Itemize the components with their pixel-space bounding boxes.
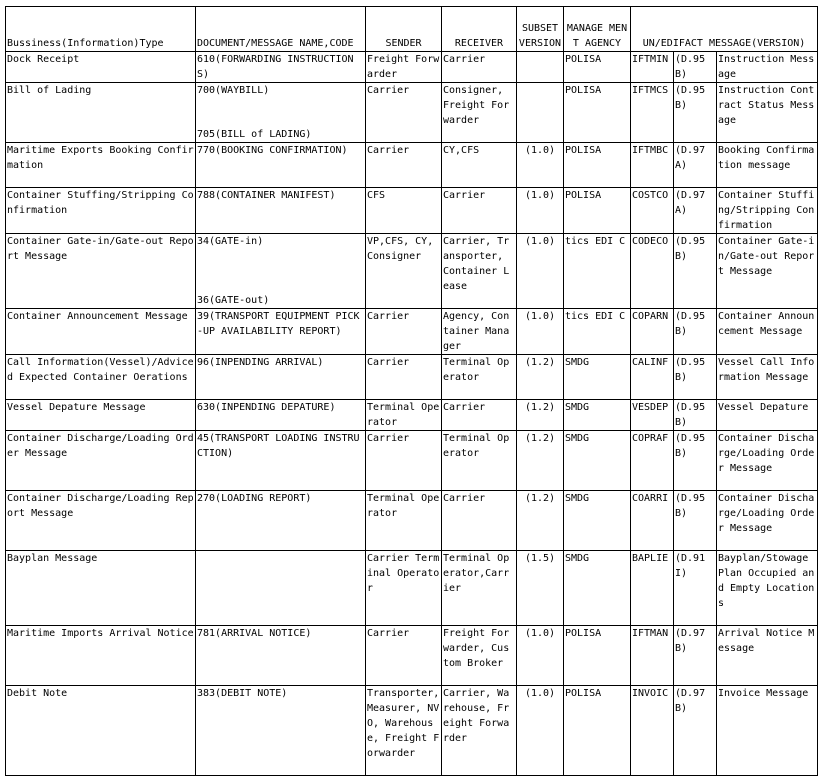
cell-business-type: Container Gate-in/Gate-out Report Message [6, 234, 196, 309]
document-code: 39(TRANSPORT EQUIPMENT PICK-UP AVAILABILITY REPORT) [197, 311, 360, 337]
cell-business-type: Maritime Imports Arrival Notice [6, 626, 196, 686]
cell-message-description: Container Discharge/Loading Order Message [717, 491, 818, 551]
header-business-type: Bussiness(Information)Type [6, 7, 196, 52]
cell-message-description: Vessel Call Information Message [717, 355, 818, 400]
document-code: 700(WAYBILL) [197, 85, 270, 96]
cell-receiver: Carrier [442, 491, 517, 551]
cell-subset-version: (1.2) [517, 491, 564, 551]
cell-document-name [196, 83, 366, 143]
cell-receiver: Consigner, Freight Forwarder [442, 83, 517, 143]
document-code: 45(TRANSPORT LOADING INSTRUCTION) [197, 433, 360, 459]
cell-message-code: COSTCO [631, 188, 674, 234]
cell-sender: Freight Forwarder [366, 52, 442, 83]
table-body [6, 52, 818, 776]
cell-message-description: Container Stuffing/Stripping Confirmation [717, 188, 818, 234]
table-row [6, 309, 818, 355]
cell-receiver: Terminal Operator [442, 431, 517, 491]
cell-document-name [196, 309, 366, 355]
cell-document-name [196, 188, 366, 234]
table-row [6, 551, 818, 626]
cell-subset-version: (1.2) [517, 400, 564, 431]
cell-document-name [196, 400, 366, 431]
document-code: 270(LOADING REPORT) [197, 493, 312, 504]
cell-document-name [196, 551, 366, 626]
cell-management-agency: SMDG [564, 355, 631, 400]
cell-management-agency: POLISA [564, 626, 631, 686]
cell-message-code: IFTMBC [631, 143, 674, 188]
document-code: 770(BOOKING CONFIRMATION) [197, 145, 348, 156]
document-code-secondary: 36(GATE-out) [197, 295, 270, 306]
cell-message-description: Vessel Depature [717, 400, 818, 431]
cell-subset-version [517, 83, 564, 143]
document-code: 34(GATE-in) [197, 236, 264, 247]
cell-message-code: COPARN [631, 309, 674, 355]
table-row [6, 431, 818, 491]
cell-message-version: (D.97A) [674, 143, 717, 188]
cell-business-type: Debit Note [6, 686, 196, 776]
table-row [6, 188, 818, 234]
table-row [6, 400, 818, 431]
table-row [6, 234, 818, 309]
cell-message-version: (D.91I) [674, 551, 717, 626]
header-unedifact-message: UN/EDIFACT MESSAGE(VERSION) [631, 7, 818, 52]
cell-subset-version: (1.2) [517, 431, 564, 491]
cell-subset-version: (1.5) [517, 551, 564, 626]
table-row [6, 626, 818, 686]
cell-subset-version: (1.2) [517, 355, 564, 400]
cell-message-code: VESDEP [631, 400, 674, 431]
header-receiver: RECEIVER [442, 7, 517, 52]
cell-business-type: Vessel Depature Message [6, 400, 196, 431]
cell-message-description: Container Gate-in/Gate-out Report Message [717, 234, 818, 309]
cell-business-type: Bayplan Message [6, 551, 196, 626]
cell-sender: Terminal Operator [366, 400, 442, 431]
cell-sender: Transporter, Measurer, NVO, Warehouse, Freight Forwarder [366, 686, 442, 776]
cell-sender: Carrier [366, 626, 442, 686]
cell-document-name [196, 143, 366, 188]
cell-message-version: (D.95B) [674, 431, 717, 491]
cell-sender: Carrier [366, 431, 442, 491]
cell-message-version: (D.95B) [674, 52, 717, 83]
cell-message-version: (D.97B) [674, 626, 717, 686]
header-row [6, 7, 818, 52]
cell-message-code: BAPLIE [631, 551, 674, 626]
cell-business-type: Container Discharge/Loading Report Message [6, 491, 196, 551]
cell-management-agency: tics EDI C [564, 309, 631, 355]
table-row [6, 83, 818, 143]
document-code: 630(INPENDING DEPATURE) [197, 402, 336, 413]
cell-receiver: Freight Forwarder, Custom Broker [442, 626, 517, 686]
cell-message-description: Bayplan/Stowage Plan Occupied and Empty Locations [717, 551, 818, 626]
cell-subset-version: (1.0) [517, 234, 564, 309]
cell-message-description: Container Discharge/Loading Order Message [717, 431, 818, 491]
cell-sender: Carrier [366, 143, 442, 188]
cell-document-name [196, 491, 366, 551]
cell-receiver: Carrier [442, 52, 517, 83]
cell-message-description: Invoice Message [717, 686, 818, 776]
cell-management-agency: POLISA [564, 686, 631, 776]
table-row [6, 52, 818, 83]
edifact-message-table [5, 6, 818, 776]
cell-receiver: Carrier, Warehouse, Freight Forwarder [442, 686, 517, 776]
cell-business-type: Container Discharge/Loading Order Message [6, 431, 196, 491]
cell-management-agency: SMDG [564, 491, 631, 551]
table-row [6, 355, 818, 400]
cell-sender: Carrier [366, 83, 442, 143]
header-subset-version: SUBSET VERSION [517, 7, 564, 52]
cell-message-code: CODECO [631, 234, 674, 309]
cell-document-name [196, 626, 366, 686]
cell-message-code: COPRAF [631, 431, 674, 491]
cell-document-name [196, 686, 366, 776]
cell-subset-version: (1.0) [517, 143, 564, 188]
cell-message-version: (D.95B) [674, 355, 717, 400]
document-code: 96(INPENDING ARRIVAL) [197, 357, 324, 368]
cell-receiver: Terminal Operator,Carrier [442, 551, 517, 626]
cell-management-agency: POLISA [564, 83, 631, 143]
cell-message-description: Instruction Message [717, 52, 818, 83]
cell-subset-version: (1.0) [517, 686, 564, 776]
cell-message-description: Container Announcement Message [717, 309, 818, 355]
cell-subset-version [517, 52, 564, 83]
document-code: 788(CONTAINER MANIFEST) [197, 190, 336, 201]
document-code-secondary: 705(BILL of LADING) [197, 129, 312, 140]
cell-message-version: (D.97B) [674, 686, 717, 776]
cell-management-agency: tics EDI C [564, 234, 631, 309]
table-row [6, 143, 818, 188]
cell-document-name [196, 234, 366, 309]
header-sender: SENDER [366, 7, 442, 52]
cell-document-name [196, 52, 366, 83]
cell-management-agency: SMDG [564, 431, 631, 491]
header-document-name: DOCUMENT/MESSAGE NAME,CODE [196, 7, 366, 52]
cell-receiver: Carrier [442, 188, 517, 234]
cell-sender: Carrier Terminal Operator [366, 551, 442, 626]
cell-message-version: (D.95B) [674, 491, 717, 551]
cell-sender: Terminal Operator [366, 491, 442, 551]
cell-message-version: (D.95B) [674, 83, 717, 143]
cell-message-version: (D.95B) [674, 400, 717, 431]
document-code: 383(DEBIT NOTE) [197, 688, 288, 699]
cell-receiver: Agency, Container Manager [442, 309, 517, 355]
cell-subset-version: (1.0) [517, 626, 564, 686]
cell-sender: CFS [366, 188, 442, 234]
cell-message-description: Arrival Notice Message [717, 626, 818, 686]
cell-business-type: Maritime Exports Booking Confirmation [6, 143, 196, 188]
cell-management-agency: SMDG [564, 400, 631, 431]
cell-message-code: IFTMAN [631, 626, 674, 686]
cell-receiver: Carrier, Transporter, Container Lease [442, 234, 517, 309]
cell-document-name [196, 431, 366, 491]
cell-receiver: CY,CFS [442, 143, 517, 188]
table-row [6, 491, 818, 551]
cell-management-agency: POLISA [564, 188, 631, 234]
cell-receiver: Carrier [442, 400, 517, 431]
cell-message-description: Booking Confirmation message [717, 143, 818, 188]
cell-business-type: Container Stuffing/Stripping Confirmation [6, 188, 196, 234]
cell-subset-version: (1.0) [517, 188, 564, 234]
document-code: 781(ARRIVAL NOTICE) [197, 628, 312, 639]
cell-message-code: COARRI [631, 491, 674, 551]
cell-business-type: Call Information(Vessel)/Adviced Expected Container Oerations [6, 355, 196, 400]
cell-message-code: INVOIC [631, 686, 674, 776]
cell-business-type: Dock Receipt [6, 52, 196, 83]
cell-message-description: Instruction Contract Status Message [717, 83, 818, 143]
cell-sender: Carrier [366, 309, 442, 355]
cell-management-agency: POLISA [564, 52, 631, 83]
cell-management-agency: POLISA [564, 143, 631, 188]
table-row [6, 686, 818, 776]
cell-sender: Carrier [366, 355, 442, 400]
cell-business-type: Bill of Lading [6, 83, 196, 143]
cell-sender: VP,CFS, CY, Consigner [366, 234, 442, 309]
cell-subset-version: (1.0) [517, 309, 564, 355]
document-code: 610(FORWARDING INSTRUCTIONS) [197, 54, 354, 80]
cell-business-type: Container Announcement Message [6, 309, 196, 355]
cell-document-name [196, 355, 366, 400]
cell-message-version: (D.95B) [674, 234, 717, 309]
cell-receiver: Terminal Operator [442, 355, 517, 400]
cell-message-code: IFTMCS [631, 83, 674, 143]
cell-message-code: IFTMIN [631, 52, 674, 83]
cell-message-version: (D.95B) [674, 309, 717, 355]
cell-message-version: (D.97A) [674, 188, 717, 234]
header-management-agency: MANAGE MENT AGENCY [564, 7, 631, 52]
cell-message-code: CALINF [631, 355, 674, 400]
cell-management-agency: SMDG [564, 551, 631, 626]
